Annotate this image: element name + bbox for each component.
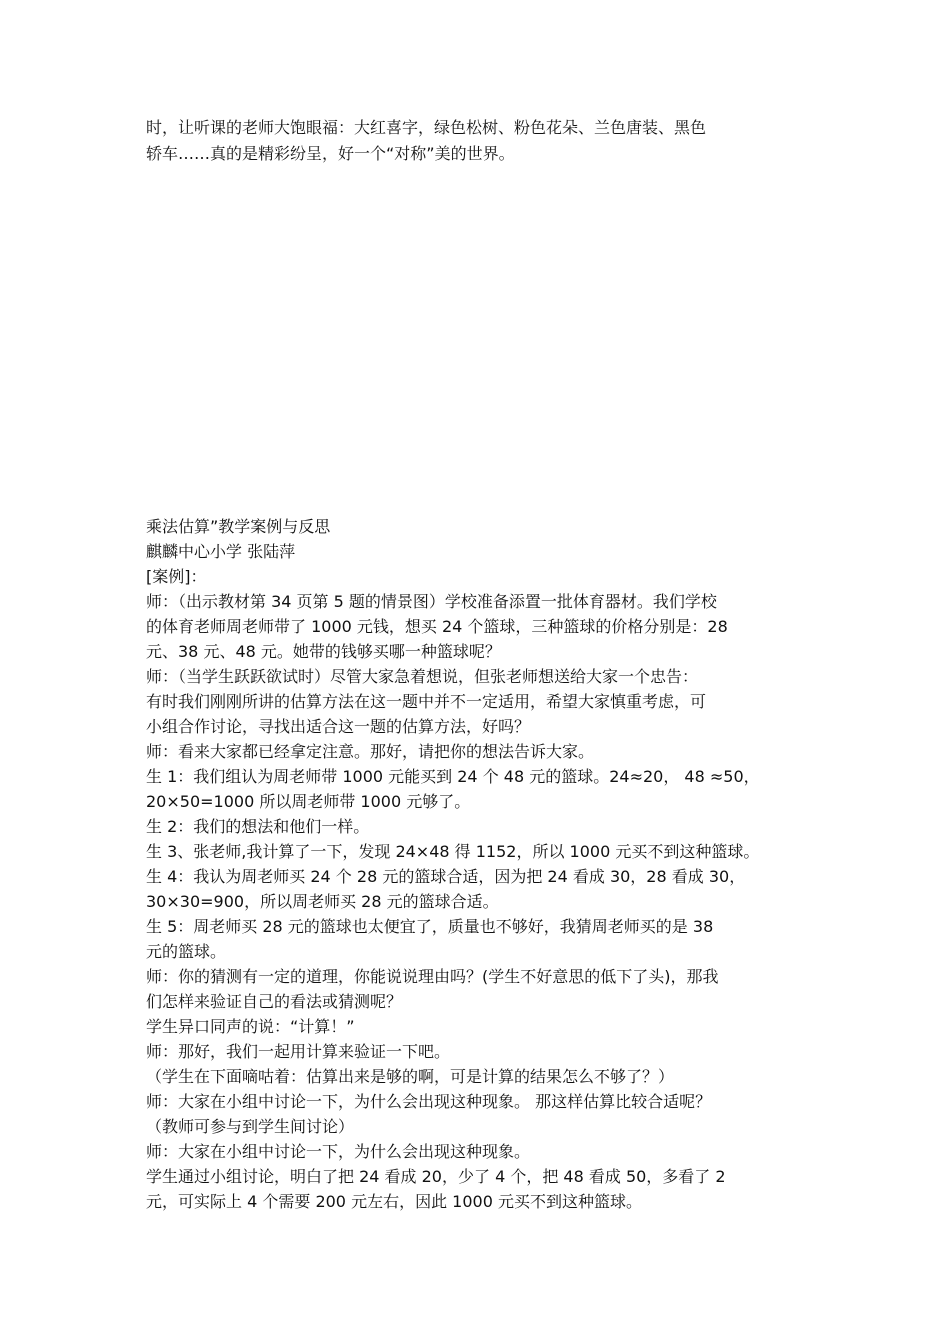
paragraph-line: 生 2：我们的想法和他们一样。 xyxy=(146,817,370,836)
paragraph-line: 学生异口同声的说：“计算！” xyxy=(146,1017,355,1036)
paragraph-line: 师：看来大家都已经拿定注意。那好，请把你的想法告诉大家。 xyxy=(146,742,595,761)
paragraph-line: 师：那好，我们一起用计算来验证一下吧。 xyxy=(146,1042,451,1061)
paragraph-line: 学生通过小组讨论，明白了把 24 看成 20，少了 4 个，把 48 看成 50，多看了 2 xyxy=(146,1167,726,1186)
paragraph-line: 元的篮球。 xyxy=(146,942,227,961)
paragraph-line: 们怎样来验证自己的看法或猜测呢？ xyxy=(146,992,403,1011)
paragraph-line: 的体育老师周老师带了 1000 元钱，想买 24 个篮球，三种篮球的价格分别是：28 xyxy=(146,617,728,636)
paragraph-line: 轿车……真的是精彩纷呈，好一个“对称”美的世界。 xyxy=(146,144,515,163)
article-title: 乘法估算”教学案例与反思 xyxy=(146,517,331,536)
paragraph-line: 有时我们刚刚所讲的估算方法在这一题中并不一定适用，希望大家慎重考虑，可 xyxy=(146,692,707,711)
paragraph-line: 师：（当学生跃跃欲试时）尽管大家急着想说，但张老师想送给大家一个忠告： xyxy=(146,667,699,686)
paragraph-line: 师：大家在小组中讨论一下，为什么会出现这种现象。 那这样估算比较合适呢？ xyxy=(146,1092,712,1111)
paragraph-line: 30×30=900，所以周老师买 28 元的篮球合适。 xyxy=(146,892,499,911)
paragraph-line: 师：（出示教材第 34 页第 5 题的情景图）学校准备添置一批体育器材。我们学校 xyxy=(146,592,717,611)
paragraph-line: 师：大家在小组中讨论一下，为什么会出现这种现象。 xyxy=(146,1142,531,1161)
section-label: [案例]： xyxy=(146,567,207,586)
paragraph-line: 时，让听课的老师大饱眼福：大红喜字，绿色松树、粉色花朵、兰色唐装、黑色 xyxy=(146,118,707,137)
article-author: 麒麟中心小学 张陆萍 xyxy=(146,542,296,561)
paragraph-line: 师：你的猜测有一定的道理，你能说说理由吗？(学生不好意思的低下了头)，那我 xyxy=(146,967,719,986)
paragraph-line: 生 4：我认为周老师买 24 个 28 元的篮球合适，因为把 24 看成 30，28 看成 30， xyxy=(146,867,746,886)
paragraph-line: （学生在下面嘀咕着：估算出来是够的啊，可是计算的结果怎么不够了？） xyxy=(146,1067,675,1086)
paragraph-line: 生 5：周老师买 28 元的篮球也太便宜了，质量也不够好，我猜周老师买的是 38 xyxy=(146,917,714,936)
paragraph-line: 生 3、张老师,我计算了一下，发现 24×48 得 1152，所以 1000 元买不到这种篮球。 xyxy=(146,842,760,861)
paragraph-line: 小组合作讨论，寻找出适合这一题的估算方法，好吗？ xyxy=(146,717,531,736)
paragraph-line: 元、38 元、48 元。她带的钱够买哪一种篮球呢？ xyxy=(146,642,501,661)
paragraph-line: 元，可实际上 4 个需要 200 元左右，因此 1000 元买不到这种篮球。 xyxy=(146,1192,642,1211)
paragraph-line: 20×50=1000 所以周老师带 1000 元够了。 xyxy=(146,792,471,811)
paragraph-line: 生 1：我们组认为周老师带 1000 元能买到 24 个 48 元的篮球。24≈20， 48 ≈50， xyxy=(146,767,760,786)
paragraph-line: （教师可参与到学生间讨论） xyxy=(146,1117,355,1136)
